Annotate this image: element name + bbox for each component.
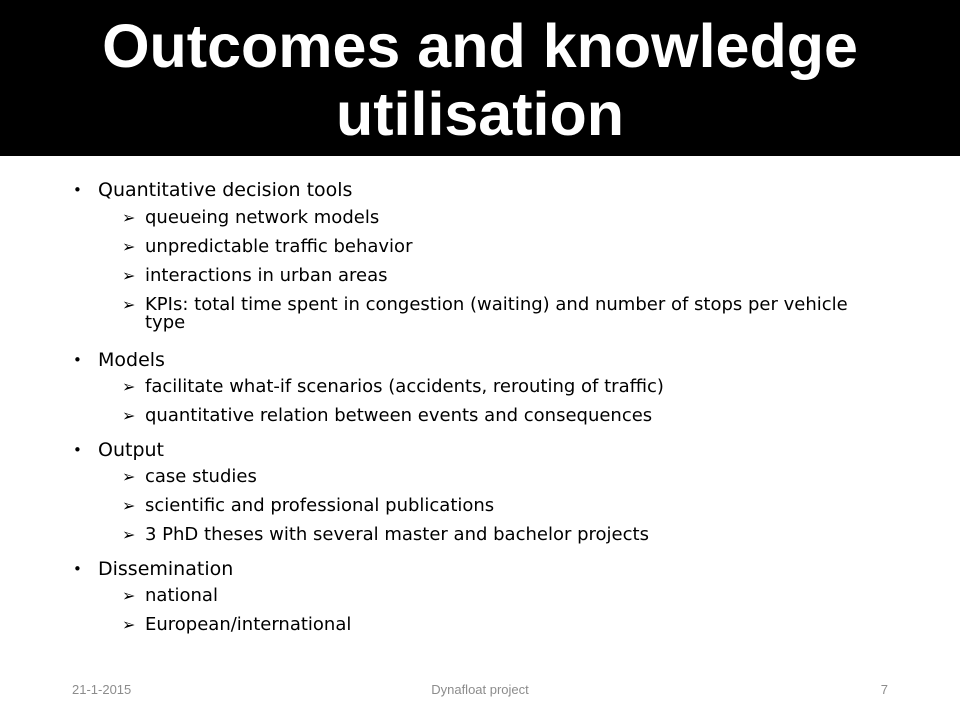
list-item: national bbox=[145, 585, 218, 606]
arrowhead-icon: ➢ bbox=[122, 295, 136, 314]
arrowhead-icon: ➢ bbox=[122, 406, 136, 425]
title-line-2: utilisation bbox=[335, 80, 625, 148]
section-heading-output: Output bbox=[98, 439, 164, 461]
section-heading-models: Models bbox=[98, 349, 165, 371]
arrowhead-icon: ➢ bbox=[122, 615, 136, 634]
bullet-dot-icon: • bbox=[73, 441, 82, 459]
title-line-1: Outcomes and knowledge bbox=[102, 12, 858, 80]
section-heading-decision-tools: Quantitative decision tools bbox=[98, 179, 353, 201]
list-item: case studies bbox=[145, 466, 257, 487]
arrowhead-icon: ➢ bbox=[122, 208, 136, 227]
arrowhead-icon: ➢ bbox=[122, 467, 136, 486]
arrowhead-icon: ➢ bbox=[122, 586, 136, 605]
arrowhead-icon: ➢ bbox=[122, 237, 136, 256]
footer-date: 21-1-2015 bbox=[72, 682, 132, 697]
bullet-dot-icon: • bbox=[73, 351, 82, 369]
list-item: unpredictable traffic behavior bbox=[145, 236, 413, 257]
list-item: interactions in urban areas bbox=[145, 265, 388, 286]
page-number: 7 bbox=[880, 682, 888, 697]
list-item: KPIs: total time spent in congestion (waiting) and number of stops per vehicle type bbox=[145, 294, 848, 333]
list-item: European/international bbox=[145, 614, 352, 635]
list-item: quantitative relation between events and consequences bbox=[145, 405, 653, 426]
arrowhead-icon: ➢ bbox=[122, 266, 136, 285]
list-item: scientific and professional publications bbox=[145, 495, 495, 516]
bullet-dot-icon: • bbox=[73, 560, 82, 578]
arrowhead-icon: ➢ bbox=[122, 496, 136, 515]
footer-title: Dynafloat project bbox=[431, 682, 529, 697]
arrowhead-icon: ➢ bbox=[122, 525, 136, 544]
arrowhead-icon: ➢ bbox=[122, 377, 136, 396]
section-heading-dissemination: Dissemination bbox=[98, 558, 234, 580]
list-item: 3 PhD theses with several master and bachelor projects bbox=[145, 524, 649, 545]
list-item: facilitate what-if scenarios (accidents, rerouting of traffic) bbox=[145, 376, 664, 397]
bullet-dot-icon: • bbox=[73, 181, 82, 199]
list-item: queueing network models bbox=[145, 207, 380, 228]
